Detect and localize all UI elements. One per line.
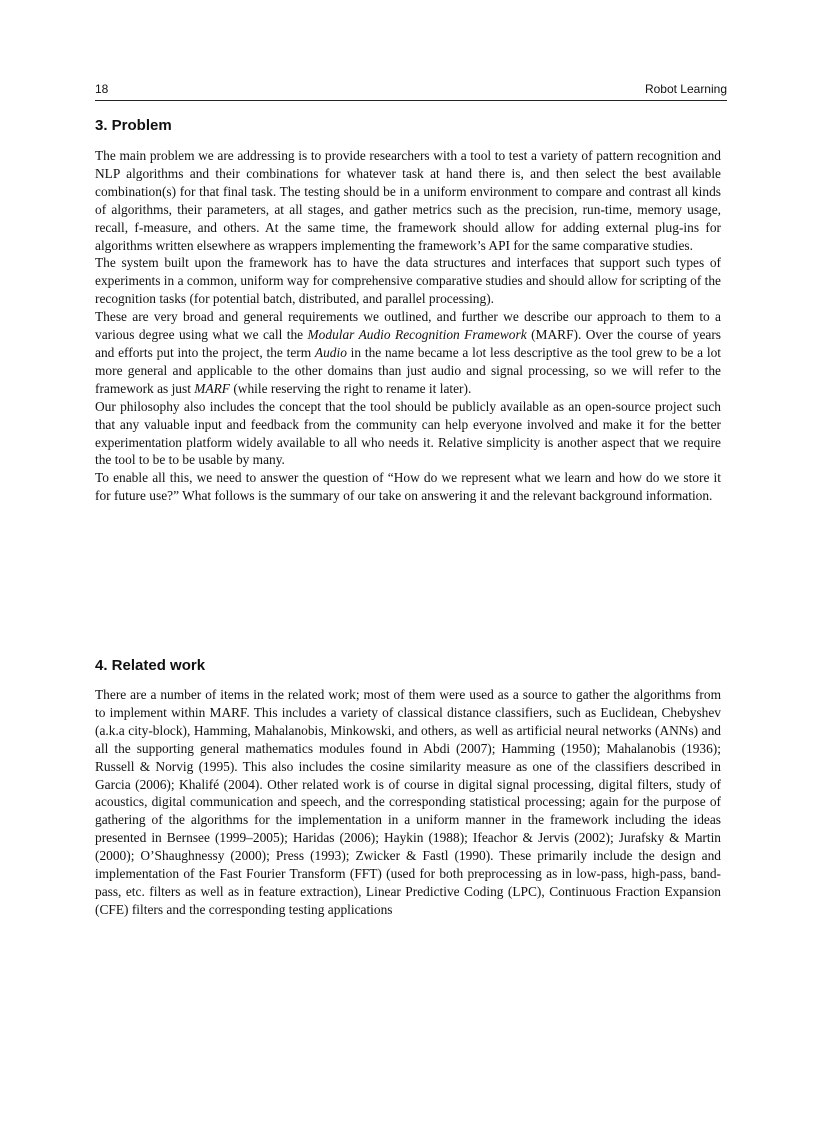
section-3-body (95, 147, 721, 505)
section-4-heading: 4. Related work (95, 657, 206, 674)
running-title: Robot Learning (644, 82, 727, 96)
section-3-paragraph-2: The system built upon the framework has to have the data structures and interfaces that support such types of experiments in a common, uniform way for comprehensive comparative studies and should allow for scripting of the recognition tasks (for potential batch, distributed, and parallel processing). (95, 255, 721, 307)
section-4-body (95, 686, 721, 919)
marf-full-name: Modular Audio Recognition Framework (307, 327, 527, 343)
section-4-paragraph-1: There are a number of items in the related work; most of them were used as a source to gather the algorithms from to implement within MARF. This includes a variety of classical distance classifiers, such as Euclidean, Chebyshev (a.k.a city-block), Hamming, Mahalanobis, Minkowski, and others, as well as artificial neural networks (ANNs) and all the supporting general mathematics modules found in Abdi (2007); Hamming (1950); Mahalanobis (1936); Russell & Norvig (1995). This also includes the cosine similarity measure as one of the classifiers described in Garcia (2006); Khalifé (2004). Other related work is of course in digital signal processing, digital filters, study of acoustics, digital communication and speech, and the corresponding statistical processing; again for the purpose of gathering of the algorithms for the implementation in a uniform manner in the framework including the ideas presented in Bernsee (1999–2005); Haridas (2006); Haykin (1988); Ifeachor & Jervis (2002); Jurafsky & Martin (2000); O’Shaughnessy (2000); Press (1993); Zwicker & Fastl (1990). These primarily include the design and implementation of the Fast Fourier Transform (FFT) (used for both preprocessing as in low-pass, high-pass, band-pass, etc. filters as well as in feature extraction), Linear Predictive Coding (LPC), Continuous Fraction Expansion (CFE) filters and the corresponding testing applications (95, 687, 721, 917)
running-header (95, 80, 727, 101)
audio-term: Audio (314, 344, 347, 360)
section-3-paragraph-4: Our philosophy also includes the concept that the tool should be publicly available as an open-source project such that any valuable input and feedback from the community can help everyone involved and make it for the better experimentation platform widely available to all who needs it. Relative simplicity is another aspect that we require the tool to be to be usable by many. (95, 398, 721, 468)
section-3-paragraph-1: The main problem we are addressing is to provide researchers with a tool to test a variety of pattern recognition and NLP algorithms and their combinations for whatever task at hand there is, and then select the best available combination(s) for that final task. The testing should be in a uniform environment to compare and contrast all kinds of algorithms, their parameters, at all stages, and gather metrics such as the precision, run-time, memory usage, recall, f-measure, and others. At the same time, the framework should allow for adding external plug-ins for algorithms written elsewhere as wrappers implementing the framework’s API for the same comparative studies. (95, 148, 721, 253)
section-3-paragraph-3: These are very broad and general requirements we outlined, and further we describe our approach to them to a various degree using what we call the Modular Audio Recognition Framework (MARF). Over the course of years and efforts put into the project, the term Audio in the name became a lot less descriptive as the tool grew to be a lot more general and applicable to the other domains than just audio and signal processing, so we will refer to the framework as just MARF (while reserving the right to rename it later). (95, 309, 721, 396)
section-3-heading: 3. Problem (95, 117, 172, 134)
section-3-paragraph-5: To enable all this, we need to answer the question of “How do we represent what we learn and how do we store it for future use?” What follows is the summary of our take on answering it and the relevant background information. (95, 470, 721, 504)
marf-term: MARF (194, 380, 230, 396)
page-number: 18 (95, 82, 109, 96)
